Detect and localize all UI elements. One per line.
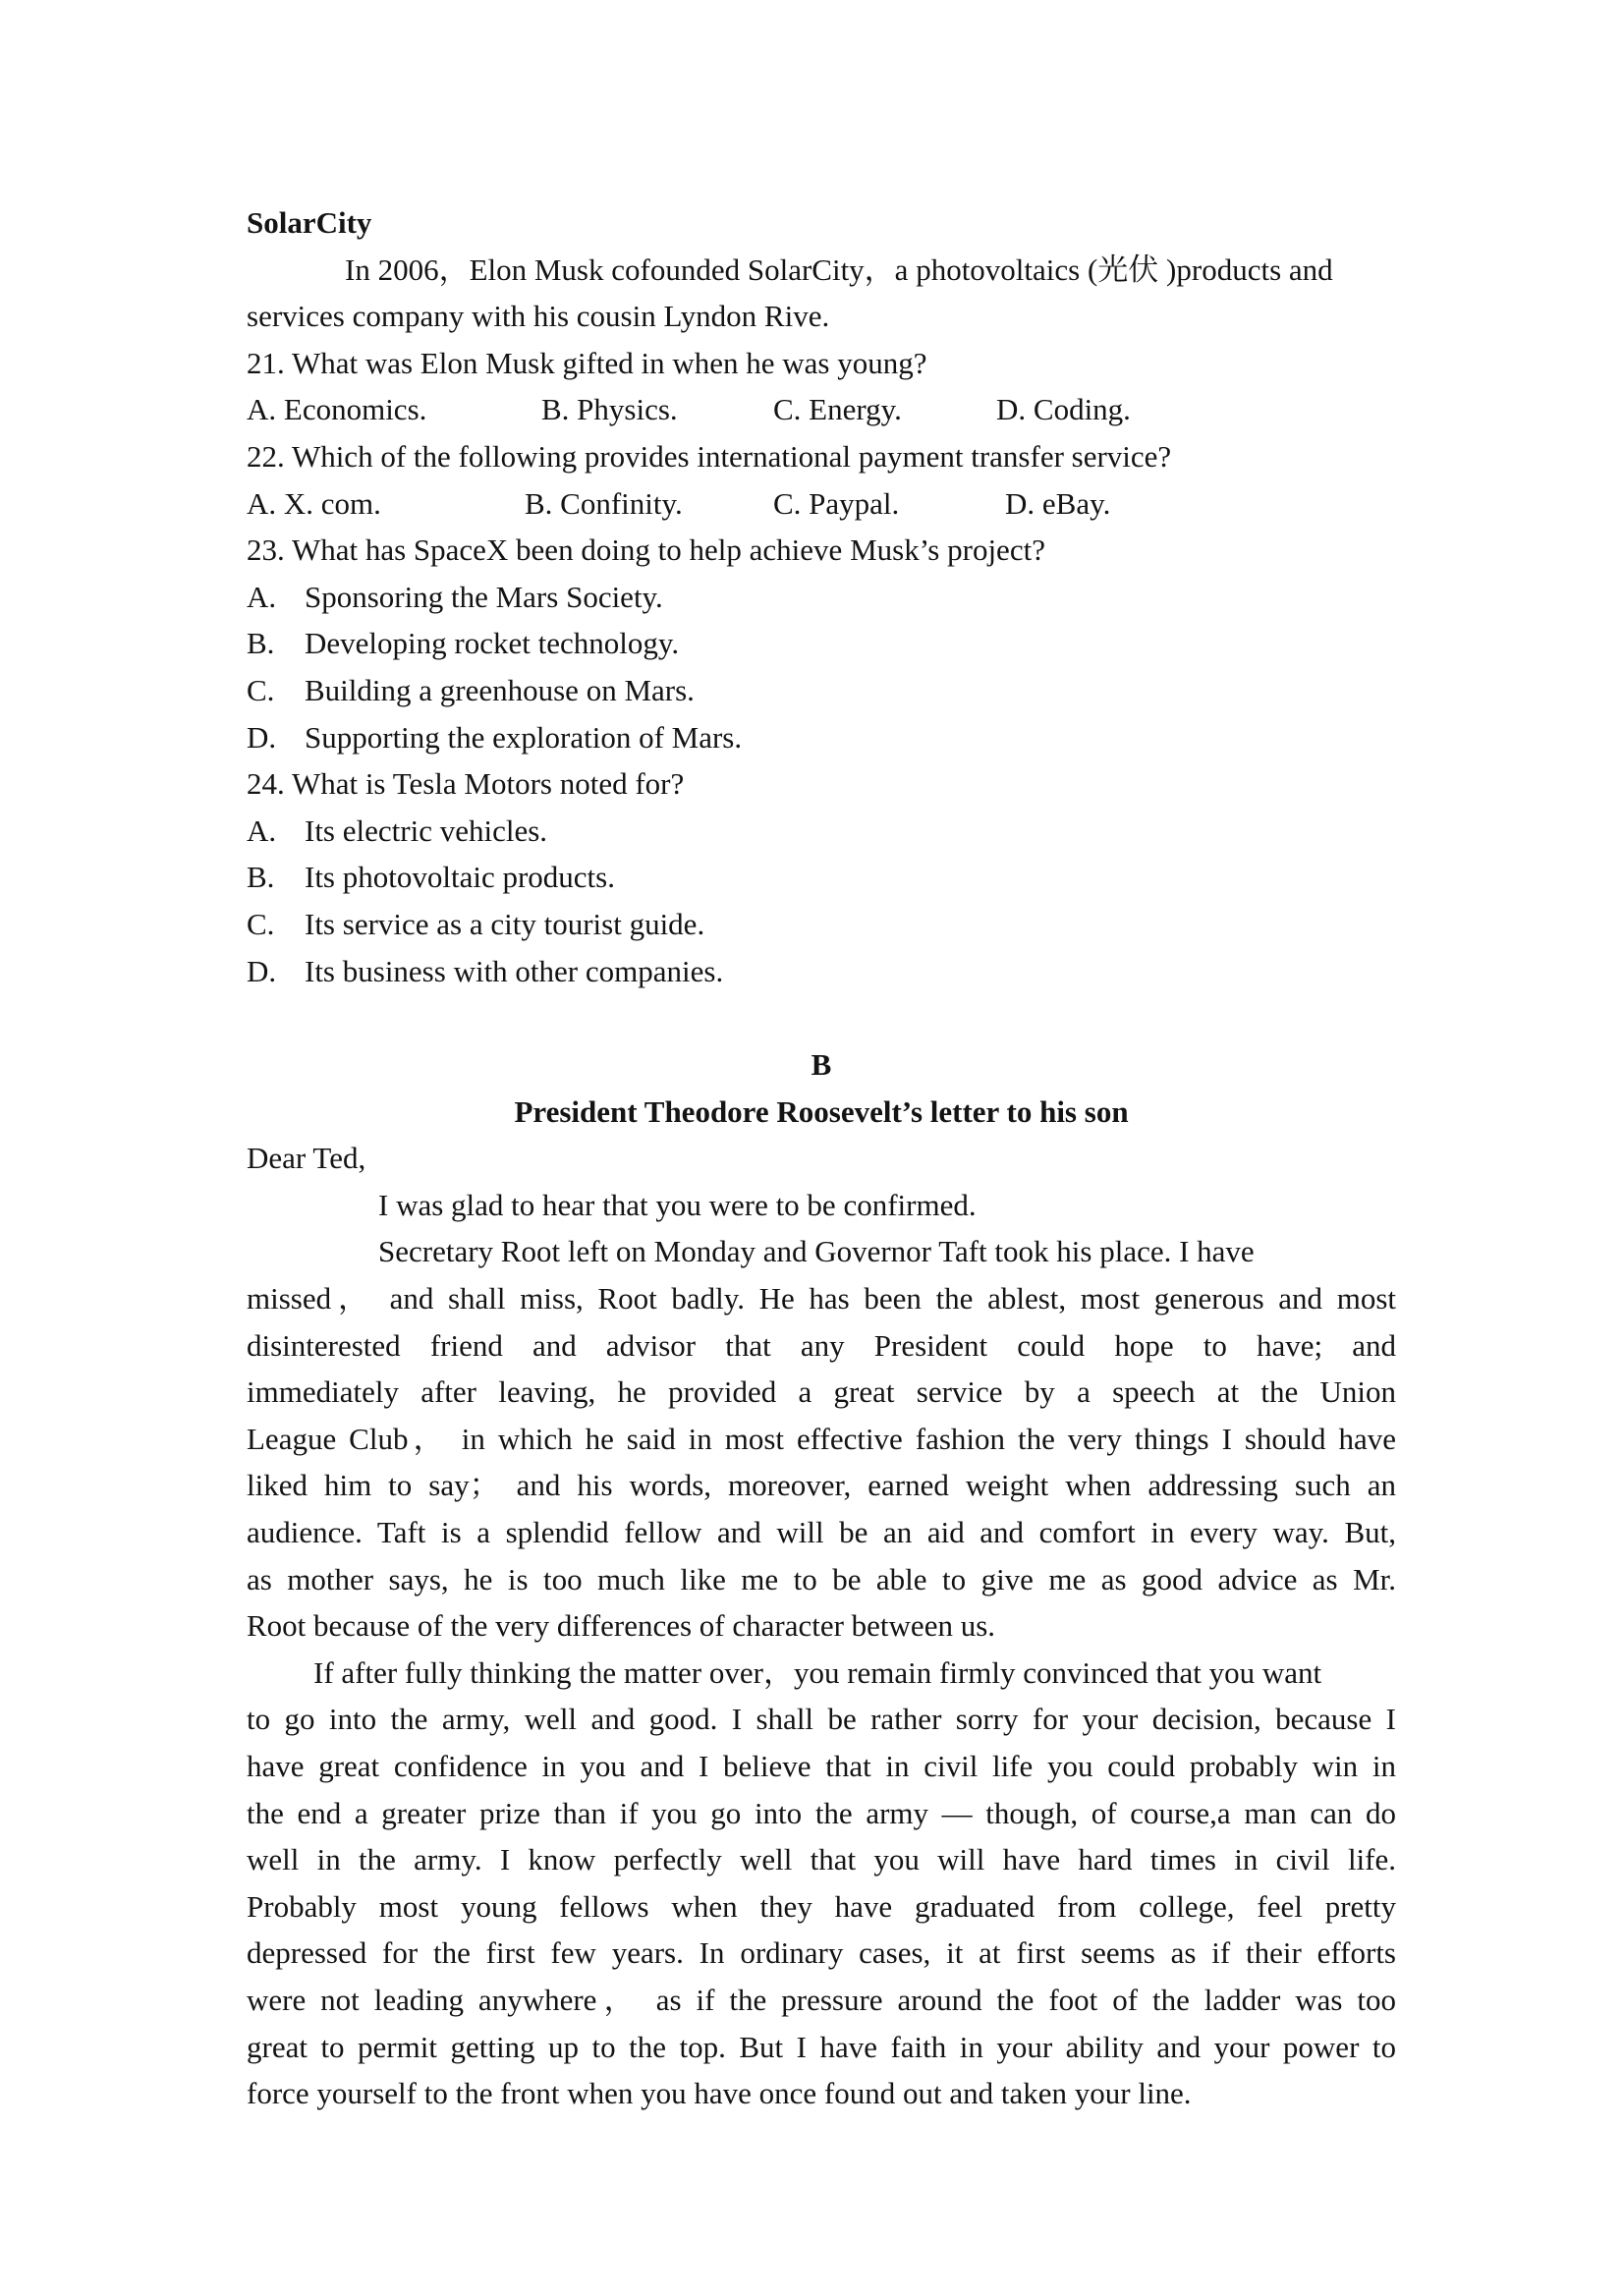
- paragraph-line: League Club， in which he said in most effective fashion the very things I should have: [247, 1421, 1396, 1456]
- paragraph-line: missed， and shall miss, Root badly. He has been the ablest, most generous and most: [247, 1281, 1396, 1316]
- paragraph-line: force yourself to the front when you have once found out and taken your line.: [247, 2076, 1192, 2111]
- question-23-option-b: [247, 620, 1396, 667]
- question-22-option-d: D. eBay.: [1005, 485, 1111, 521]
- option-letter: D.: [247, 953, 277, 988]
- solarcity-text-line-1: In 2006，Elon Musk cofounded SolarCity，a photovoltaics (光伏 )products and: [345, 252, 1333, 287]
- option-text: Its electric vehicles.: [305, 812, 548, 848]
- paragraph-line: audience. Taft is a splendid fellow and will be an aid and comfort in every way. But,: [247, 1515, 1396, 1550]
- paragraph-line: to go into the army, well and good. I shall be rather sorry for your decision, because I: [247, 1702, 1396, 1737]
- option-text: Supporting the exploration of Mars.: [305, 719, 743, 755]
- question-21-options: [247, 386, 1396, 433]
- solarcity-text-line-2: services company with his cousin Lyndon Rive.: [247, 299, 830, 334]
- option-letter: A.: [247, 579, 277, 614]
- option-letter: B.: [247, 626, 275, 661]
- paragraph-line: disinterested friend and advisor that any President could hope to have; and: [247, 1327, 1396, 1363]
- option-letter: C.: [247, 906, 275, 941]
- paragraph-line: well in the army. I know perfectly well that you will have hard times in civil life.: [247, 1842, 1396, 1877]
- paragraph-line: great to permit getting up to the top. But I have faith in your ability and your power to: [247, 2029, 1396, 2064]
- question-24-stem: 24. What is Tesla Motors noted for?: [247, 766, 685, 802]
- paragraph-line: Secretary Root left on Monday and Governor Taft took his place. I have: [378, 1234, 1255, 1269]
- option-text: Its service as a city tourist guide.: [305, 906, 705, 941]
- letter-paragraph-2: [247, 1228, 1396, 1649]
- paragraph-line: If after fully thinking the matter over，you remain firmly convinced that you want: [313, 1654, 1322, 1690]
- question-24-option-b: [247, 854, 1396, 901]
- question-22-options: [247, 480, 1396, 528]
- paragraph-line: liked him to say； and his words, moreover, earned weight when addressing such an: [247, 1468, 1396, 1503]
- question-22-option-a: A. X. com.: [247, 485, 381, 521]
- option-text: Sponsoring the Mars Society.: [305, 579, 663, 614]
- question-23-option-c: [247, 667, 1396, 714]
- letter-salutation: Dear Ted,: [247, 1141, 366, 1176]
- question-21-option-a: A. Economics.: [247, 392, 427, 427]
- option-text: Building a greenhouse on Mars.: [305, 672, 695, 707]
- question-21-option-d: D. Coding.: [996, 392, 1131, 427]
- question-24-option-d: [247, 948, 1396, 995]
- paragraph-line: the end a greater prize than if you go into the army — though, of course,a man can do: [247, 1795, 1396, 1830]
- letter-title: President Theodore Roosevelt’s letter to his son: [514, 1093, 1129, 1129]
- question-24-option-a: [247, 808, 1396, 855]
- question-21-stem: 21. What was Elon Musk gifted in when he was young?: [247, 345, 927, 380]
- letter-paragraph-3: [247, 1650, 1396, 2117]
- paragraph-line: depressed for the first few years. In ordinary cases, it at first seems as if their efforts: [247, 1935, 1396, 1971]
- question-23-stem: 23. What has SpaceX been doing to help achieve Musk’s project?: [247, 532, 1045, 568]
- option-letter: A.: [247, 812, 277, 848]
- paragraph-line: were not leading anywhere， as if the pressure around the foot of the ladder was too: [247, 1982, 1396, 2017]
- option-letter: B.: [247, 860, 275, 895]
- paragraph-line: Root because of the very differences of character between us.: [247, 1608, 996, 1644]
- question-24-option-c: [247, 901, 1396, 948]
- question-22-stem: 22. Which of the following provides international payment transfer service?: [247, 438, 1172, 474]
- paragraph-line: have great confidence in you and I believe that in civil life you could probably win in: [247, 1749, 1396, 1783]
- section-b-label: B: [811, 1047, 832, 1083]
- paragraph-line: Probably most young fellows when they have graduated from college, feel pretty: [247, 1888, 1396, 1924]
- option-text: Its photovoltaic products.: [305, 860, 615, 895]
- letter-paragraph-1: I was glad to hear that you were to be confirmed.: [378, 1187, 977, 1222]
- section-heading-solarcity: SolarCity: [247, 205, 372, 240]
- question-23-option-a: [247, 574, 1396, 621]
- question-21-option-c: C. Energy.: [773, 392, 902, 427]
- question-22-option-c: C. Paypal.: [773, 485, 900, 521]
- option-letter: D.: [247, 719, 277, 755]
- paragraph-line: as mother says, he is too much like me to be able to give me as good advice as Mr.: [247, 1561, 1396, 1596]
- option-text: Developing rocket technology.: [305, 626, 680, 661]
- document-page: [247, 199, 1396, 2117]
- paragraph-line: immediately after leaving, he provided a great service by a speech at the Union: [247, 1374, 1396, 1410]
- option-text: Its business with other companies.: [305, 953, 724, 988]
- question-21-option-b: B. Physics.: [541, 392, 678, 427]
- section-spacer: [247, 994, 1396, 1041]
- question-23-option-d: [247, 714, 1396, 761]
- question-22-option-b: B. Confinity.: [525, 485, 683, 521]
- option-letter: C.: [247, 672, 275, 707]
